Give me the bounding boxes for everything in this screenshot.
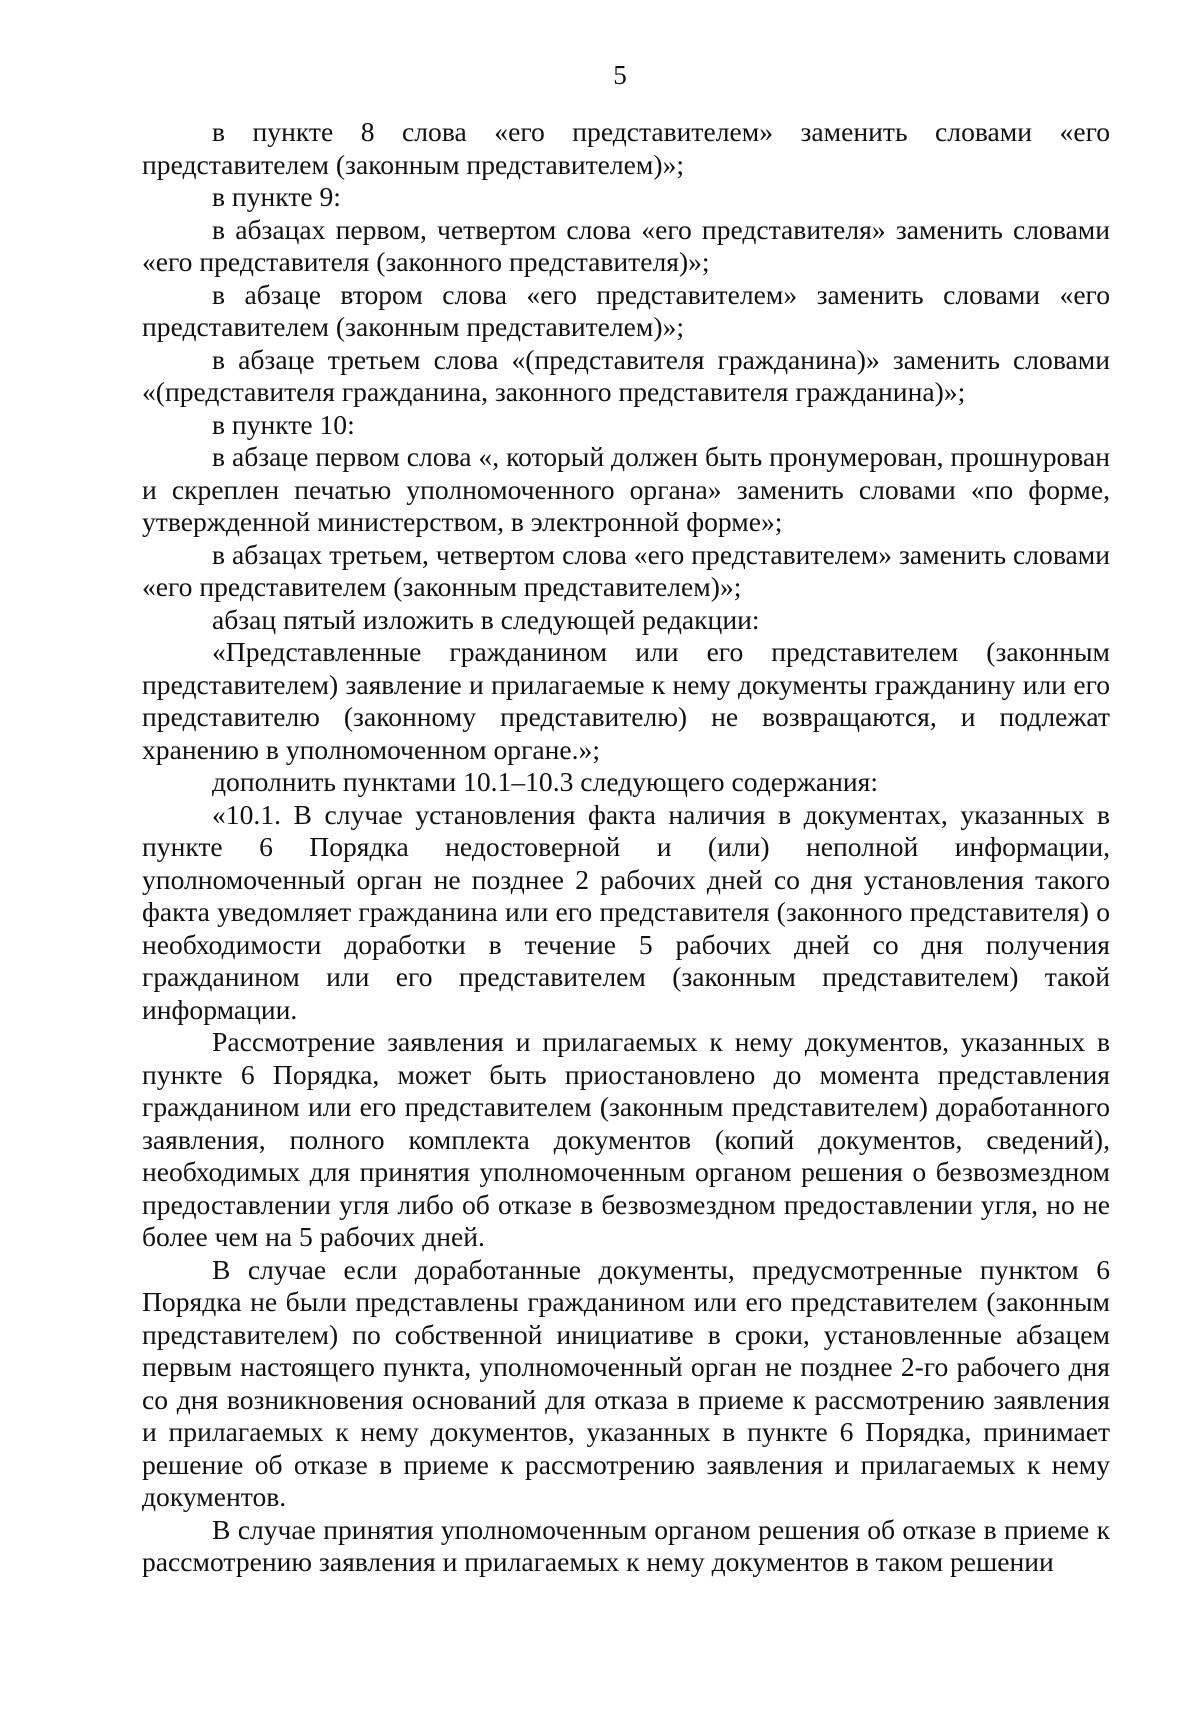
paragraph-review-suspension: Рассмотрение заявления и прилагаемых к нему документов, указанных в пункте 6 Порядка, может быть приостановлено до момента представления гражданином или его представителем (законным представителем) доработанного заявления, полного комплекта документов (копий документов, сведений), необходимых для принятия уполномоченным органом решения о безвозмездном предоставлении угля либо об отказе в безвозмездном предоставлении угля, но не более чем на 5 рабочих дней. (142, 1026, 1110, 1252)
paragraph-point-10-1: «10.1. В случае установления факта наличия в документах, указанных в пункте 6 Порядка недостоверной и (или) неполной информации, уполномоченный орган не позднее 2 рабочих дней со дня установления такого факта уведомляет гражданина или его представителя (законного представителя) о необходимости доработки в течение 5 рабочих дней со дня получения гражданином или его представителем (законным представителем) такой информации. (142, 798, 1110, 1025)
document-body (142, 116, 1110, 1579)
paragraph-point-10-first: в абзаце первом слова «, который должен быть пронумерован, прошнурован и скреплен печатью уполномоченного органа» заменить словами «по форме, утвержденной министерством, в электронной форме»; (142, 441, 1110, 537)
page-number: 5 (613, 60, 627, 90)
paragraph-point-10-heading: в пункте 10: (212, 408, 355, 440)
paragraph-point-10-third-fourth: в абзацах третьем, четвертом слова «его представителем» заменить словами «его представителем (законным представителем)»; (142, 538, 1110, 602)
paragraph-point-10-fifth-heading: абзац пятый изложить в следующей редакции: (212, 603, 760, 635)
paragraph-point-9-third: в абзаце третьем слова «(представителя гражданина)» заменить словами «(представителя гражданина, законного представителя гражданина)»; (142, 343, 1110, 407)
paragraph-point-9-second: в абзаце втором слова «его представителем» заменить словами «его представителем (законным представителем)»; (142, 278, 1110, 342)
paragraph-point-10-fifth-text: «Представленные гражданином или его представителем (законным представителем) заявление и прилагаемые к нему документы гражданину или его представителю (законному представителю) не возвращаются, и подлежат хранению в уполномоченном органе.»; (142, 636, 1110, 765)
paragraph-point-8: в пункте 8 слова «его представителем» заменить словами «его представителем (законным представителем)»; (142, 116, 1110, 180)
paragraph-refusal-decision: В случае принятия уполномоченным органом решения об отказе в приеме к рассмотрению заявления и прилагаемых к нему документов в таком решении (142, 1513, 1110, 1577)
paragraph-point-9-heading: в пункте 9: (212, 181, 341, 212)
paragraph-add-points-heading: дополнить пунктами 10.1–10.3 следующего содержания: (212, 766, 879, 797)
paragraph-refusal-case: В случае если доработанные документы, предусмотренные пунктом 6 Порядка не были представлены гражданином или его представителем (законным представителем) по собственной инициативе в сроки, установленные абзацем первым настоящего пункта, уполномоченный орган не позднее 2-го рабочего дня со дня возникновения оснований для отказа в приеме к рассмотрению заявления и прилагаемых к нему документов, указанных в пункте 6 Порядка, принимает решение об отказе в приеме к рассмотрению заявления и прилагаемых к нему документов. (142, 1253, 1110, 1512)
paragraph-point-9-first-fourth: в абзацах первом, четвертом слова «его представителя» заменить словами «его представителя (законного представителя)»; (142, 213, 1110, 277)
